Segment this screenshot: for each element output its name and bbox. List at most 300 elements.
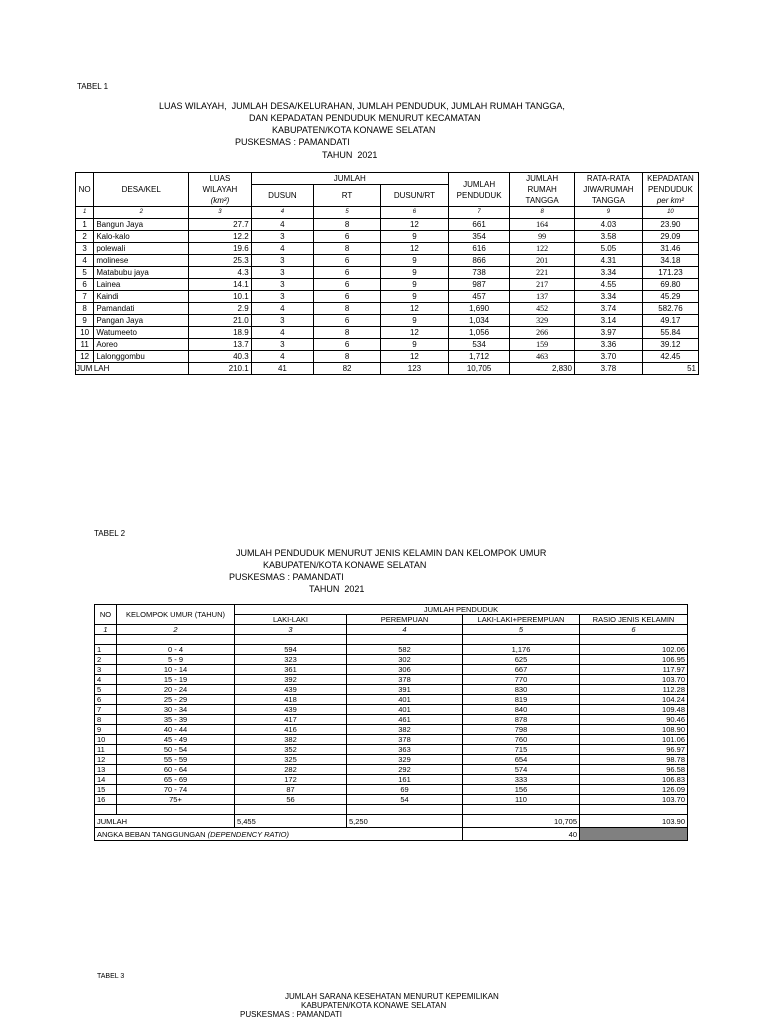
t1-total-rt: 82 [314, 363, 381, 375]
t1-header-dusun: DUSUN [251, 185, 314, 207]
t2-cell-lp: 333 [463, 775, 580, 785]
t1-row [76, 255, 699, 267]
t1-cell-no: 3 [76, 243, 94, 255]
t1-cell-luas: 13.7 [189, 339, 252, 351]
table2 [94, 604, 688, 841]
t1-column-number: 6 [380, 207, 448, 219]
t1-row [76, 327, 699, 339]
t2-header-no: NO [95, 605, 117, 625]
t1-column-number: 5 [314, 207, 381, 219]
t1-header-rumah-line2: RUMAH [527, 185, 557, 194]
t2-cell-umur: 20 - 24 [117, 685, 235, 695]
t2-cell-umur: 65 - 69 [117, 775, 235, 785]
t2-cell-p: 401 [347, 705, 463, 715]
t2-cell-r: 98.78 [580, 755, 688, 765]
t2-cell-p: 292 [347, 765, 463, 775]
t2-row [95, 765, 688, 775]
t1-cell-desa: Pangan Jaya [94, 315, 189, 327]
t1-row [76, 219, 699, 231]
t2-cell-l: 325 [235, 755, 347, 765]
t1-cell-kep: 23.90 [642, 219, 698, 231]
t2-cell-p: 382 [347, 725, 463, 735]
t2-cell-p: 378 [347, 675, 463, 685]
t1-cell-dusun: 4 [251, 219, 314, 231]
t2-cell-no: 5 [95, 685, 117, 695]
t2-cell-p: 306 [347, 665, 463, 675]
table3-title-line-3: PUSKESMAS : PAMANDATI [240, 1010, 342, 1019]
t1-cell-no: 4 [76, 255, 94, 267]
t2-row [95, 775, 688, 785]
t2-cell-no: 1 [95, 645, 117, 655]
t2-total-label: JUMLAH [95, 815, 235, 828]
t2-cell-l: 87 [235, 785, 347, 795]
t1-column-number: 10 [642, 207, 698, 219]
t1-column-number: 9 [574, 207, 642, 219]
t1-cell-pend: 1,690 [448, 303, 509, 315]
t1-cell-rata: 3.74 [574, 303, 642, 315]
table3-label: TABEL 3 [97, 973, 125, 980]
t1-cell-rata: 3.97 [574, 327, 642, 339]
t1-cell-drt: 9 [380, 255, 448, 267]
t2-cell-r: 96.97 [580, 745, 688, 755]
t1-total-label-a: JUM [76, 364, 93, 373]
t2-column-number: 2 [117, 625, 235, 635]
t2-header-lp: LAKI-LAKI+PEREMPUAN [463, 615, 580, 625]
t1-cell-dusun: 3 [251, 231, 314, 243]
t1-cell-rata: 3.14 [574, 315, 642, 327]
t1-header-rata-line3: TANGGA [591, 196, 625, 205]
t1-cell-no: 6 [76, 279, 94, 291]
t2-dependency-label [95, 828, 463, 841]
t1-cell-dusun: 4 [251, 351, 314, 363]
t2-cell-r: 103.70 [580, 675, 688, 685]
t1-cell-kep: 31.46 [642, 243, 698, 255]
t2-cell-no: 11 [95, 745, 117, 755]
t1-cell-kep: 42.45 [642, 351, 698, 363]
t2-cell-umur: 25 - 29 [117, 695, 235, 705]
t1-cell-drt: 12 [380, 303, 448, 315]
t1-total-row [76, 363, 699, 375]
t1-cell-dusun: 4 [251, 327, 314, 339]
t2-cell-lp: 625 [463, 655, 580, 665]
table1-label: TABEL 1 [77, 82, 109, 91]
t2-row [95, 785, 688, 795]
t1-cell-kep: 39.12 [642, 339, 698, 351]
t1-cell-dusun: 4 [251, 243, 314, 255]
table1-title-line-5: TAHUN 2021 [322, 150, 378, 160]
t1-cell-rt: 8 [314, 327, 381, 339]
t1-cell-pend: 866 [448, 255, 509, 267]
t1-cell-pend: 1,034 [448, 315, 509, 327]
t2-cell-lp: 840 [463, 705, 580, 715]
t1-cell-no: 10 [76, 327, 94, 339]
t1-column-number: 7 [448, 207, 509, 219]
t1-cell-kep: 45.29 [642, 291, 698, 303]
t2-cell-lp: 878 [463, 715, 580, 725]
t1-header-kep-line2: PENDUDUK [647, 185, 693, 194]
t2-column-number: 6 [580, 625, 688, 635]
t2-cell-p: 54 [347, 795, 463, 805]
t2-cell-l: 416 [235, 725, 347, 735]
t1-header-rumah-line1: JUMLAH [526, 174, 559, 183]
t2-cell-r: 106.83 [580, 775, 688, 785]
t1-cell-drt: 12 [380, 351, 448, 363]
t2-row [95, 745, 688, 755]
t1-cell-pend: 1,712 [448, 351, 509, 363]
t2-cell-p: 302 [347, 655, 463, 665]
t2-total-row [95, 815, 688, 828]
t2-cell-p: 363 [347, 745, 463, 755]
t2-row [95, 795, 688, 805]
t1-cell-luas: 4.3 [189, 267, 252, 279]
t1-cell-rt: 6 [314, 315, 381, 327]
t1-cell-rumah: 221 [510, 267, 575, 279]
t2-row [95, 695, 688, 705]
t1-cell-drt: 9 [380, 267, 448, 279]
t1-header-luas [189, 173, 252, 207]
t1-cell-rumah: 463 [510, 351, 575, 363]
t1-column-number: 4 [251, 207, 314, 219]
t1-column-number: 8 [510, 207, 575, 219]
t1-header-luas-line1: LUAS [209, 174, 231, 183]
t2-header-kelompok: KELOMPOK UMUR (TAHUN) [117, 605, 235, 625]
t2-cell-lp: 1,176 [463, 645, 580, 655]
t1-total-dusun: 41 [251, 363, 314, 375]
t2-row [95, 685, 688, 695]
t2-cell-umur: 40 - 44 [117, 725, 235, 735]
t2-cell-l: 439 [235, 705, 347, 715]
t2-cell-lp: 770 [463, 675, 580, 685]
t2-column-number: 3 [235, 625, 347, 635]
t1-cell-rumah: 122 [510, 243, 575, 255]
t1-row [76, 351, 699, 363]
t1-header-rata-line2: JIWA/RUMAH [583, 185, 634, 194]
t1-cell-no: 7 [76, 291, 94, 303]
t1-cell-rt: 6 [314, 255, 381, 267]
t1-cell-luas: 14.1 [189, 279, 252, 291]
t1-cell-rt: 8 [314, 219, 381, 231]
t1-cell-kep: 69.80 [642, 279, 698, 291]
t2-spacer-row [95, 635, 688, 645]
t2-cell-l: 392 [235, 675, 347, 685]
t1-column-number: 1 [76, 207, 94, 219]
t1-row [76, 243, 699, 255]
t1-cell-dusun: 3 [251, 279, 314, 291]
t1-cell-pend: 987 [448, 279, 509, 291]
t2-cell-umur: 60 - 64 [117, 765, 235, 775]
t2-cell-umur: 50 - 54 [117, 745, 235, 755]
t2-cell-l: 282 [235, 765, 347, 775]
table2-title-line-1: JUMLAH PENDUDUK MENURUT JENIS KELAMIN DAN KELOMPOK UMUR [236, 548, 547, 558]
t2-row [95, 675, 688, 685]
t2-cell-r: 126.09 [580, 785, 688, 795]
t1-cell-luas: 25.3 [189, 255, 252, 267]
t1-cell-desa: Lainea [94, 279, 189, 291]
t1-column-numbers-row [76, 207, 699, 219]
t1-header-penduduk-line1: JUMLAH [463, 179, 496, 189]
t2-cell-no: 12 [95, 755, 117, 765]
t1-cell-desa: Aoreo [94, 339, 189, 351]
t2-header-perempuan: PEREMPUAN [347, 615, 463, 625]
t1-cell-desa: molinese [94, 255, 189, 267]
t1-cell-rt: 6 [314, 231, 381, 243]
t2-cell-no: 3 [95, 665, 117, 675]
t1-cell-dusun: 3 [251, 339, 314, 351]
t1-cell-pend: 661 [448, 219, 509, 231]
t1-cell-dusun: 3 [251, 255, 314, 267]
t2-cell-r: 102.06 [580, 645, 688, 655]
t1-header-dusun-rt: DUSUN/RT [380, 185, 448, 207]
t2-cell-r: 117.97 [580, 665, 688, 675]
t1-cell-luas: 19.6 [189, 243, 252, 255]
t2-row [95, 665, 688, 675]
t2-row [95, 655, 688, 665]
t1-header-kepadatan [642, 173, 698, 207]
t1-header-kep-line1: KEPADATAN [647, 174, 694, 183]
t2-cell-lp: 830 [463, 685, 580, 695]
t1-cell-desa: Bangun Jaya [94, 219, 189, 231]
t2-header-jumlah: JUMLAH PENDUDUK [235, 605, 688, 615]
t1-cell-rt: 6 [314, 279, 381, 291]
t1-cell-rt: 6 [314, 291, 381, 303]
t2-cell-lp: 574 [463, 765, 580, 775]
t2-cell-p: 401 [347, 695, 463, 705]
t1-cell-rata: 4.31 [574, 255, 642, 267]
t1-header-luas-line2: WILAYAH [202, 185, 238, 194]
t1-cell-rt: 6 [314, 267, 381, 279]
t1-cell-rumah: 137 [510, 291, 575, 303]
t1-cell-drt: 9 [380, 279, 448, 291]
t2-cell-l: 352 [235, 745, 347, 755]
t2-cell-r: 108.90 [580, 725, 688, 735]
t1-cell-no: 8 [76, 303, 94, 315]
t2-cell-umur: 55 - 59 [117, 755, 235, 765]
t2-cell-l: 323 [235, 655, 347, 665]
t1-cell-pend: 354 [448, 231, 509, 243]
t1-cell-rata: 3.34 [574, 291, 642, 303]
table2-title-line-3: PUSKESMAS : PAMANDATI [229, 572, 344, 582]
t2-row [95, 755, 688, 765]
t1-cell-kep: 582.76 [642, 303, 698, 315]
t1-cell-no: 9 [76, 315, 94, 327]
t1-cell-pend: 534 [448, 339, 509, 351]
t2-row [95, 725, 688, 735]
t2-header-rasio: RASIO JENIS KELAMIN [580, 615, 688, 625]
t1-cell-rt: 8 [314, 243, 381, 255]
t1-cell-rumah: 217 [510, 279, 575, 291]
table1-title-line-4: PUSKESMAS : PAMANDATI [235, 137, 350, 147]
t2-cell-no: 6 [95, 695, 117, 705]
t2-cell-umur: 30 - 34 [117, 705, 235, 715]
t2-row [95, 715, 688, 725]
t2-cell-umur: 35 - 39 [117, 715, 235, 725]
t2-column-number: 4 [347, 625, 463, 635]
t2-row [95, 735, 688, 745]
t2-cell-p: 461 [347, 715, 463, 725]
t2-total-laki: 5,455 [235, 815, 347, 828]
t1-cell-rt: 8 [314, 351, 381, 363]
t2-cell-lp: 110 [463, 795, 580, 805]
t1-cell-rata: 3.34 [574, 267, 642, 279]
t1-cell-rumah: 159 [510, 339, 575, 351]
t2-cell-lp: 819 [463, 695, 580, 705]
t2-cell-l: 418 [235, 695, 347, 705]
table1 [75, 172, 699, 375]
t1-cell-kep: 34.18 [642, 255, 698, 267]
t1-cell-dusun: 3 [251, 315, 314, 327]
t1-header-no: NO [76, 173, 94, 207]
t2-cell-l: 172 [235, 775, 347, 785]
t2-dependency-label-text: ANGKA BEBAN TANGGUNGAN [97, 829, 208, 839]
t1-header-penduduk [448, 173, 509, 207]
t2-cell-p: 582 [347, 645, 463, 655]
table1-title-line-2: DAN KEPADATAN PENDUDUK MENURUT KECAMATAN [249, 113, 481, 123]
t1-cell-luas: 18.9 [189, 327, 252, 339]
t1-cell-desa: polewali [94, 243, 189, 255]
t1-cell-rata: 4.03 [574, 219, 642, 231]
t2-cell-lp: 715 [463, 745, 580, 755]
t1-cell-desa: Matabubu jaya [94, 267, 189, 279]
t1-cell-dusun: 3 [251, 291, 314, 303]
t1-header-rumah [510, 173, 575, 207]
t1-header-rumah-line3: TANGGA [525, 196, 559, 205]
t1-header-luas-line3: (km²) [210, 196, 230, 205]
t1-cell-drt: 9 [380, 339, 448, 351]
t1-cell-luas: 27.7 [189, 219, 252, 231]
t1-cell-rata: 4.55 [574, 279, 642, 291]
t2-body [95, 645, 688, 805]
t2-cell-no: 7 [95, 705, 117, 715]
t1-cell-no: 11 [76, 339, 94, 351]
t1-total-rumah: 2,830 [510, 363, 575, 375]
t2-cell-umur: 70 - 74 [117, 785, 235, 795]
t1-cell-drt: 12 [380, 219, 448, 231]
t2-cell-p: 391 [347, 685, 463, 695]
table2-label: TABEL 2 [94, 529, 126, 538]
t2-cell-r: 96.58 [580, 765, 688, 775]
t1-cell-kep: 29.09 [642, 231, 698, 243]
t1-cell-pend: 616 [448, 243, 509, 255]
t1-cell-desa: Lalonggombu [94, 351, 189, 363]
t2-cell-lp: 667 [463, 665, 580, 675]
t1-header-kep-line3: per km² [656, 196, 684, 205]
t2-cell-lp: 798 [463, 725, 580, 735]
t2-cell-r: 112.28 [580, 685, 688, 695]
t2-dependency-label-italic: (DEPENDENCY RATIO) [207, 829, 289, 839]
t1-cell-pend: 738 [448, 267, 509, 279]
t2-dependency-value: 40 [463, 828, 580, 841]
t1-row [76, 303, 699, 315]
t2-dependency-shaded-cell [580, 828, 688, 841]
t1-total-kepadatan: 51 [642, 363, 698, 375]
t1-row [76, 267, 699, 279]
t2-cell-umur: 75+ [117, 795, 235, 805]
t2-total-rasio: 103.90 [580, 815, 688, 828]
t1-cell-drt: 9 [380, 291, 448, 303]
table1-title-line-1: LUAS WILAYAH, JUMLAH DESA/KELURAHAN, JUMLAH PENDUDUK, JUMLAH RUMAH TANGGA, [159, 101, 565, 111]
t2-cell-no: 9 [95, 725, 117, 735]
t2-cell-r: 104.24 [580, 695, 688, 705]
t1-cell-no: 1 [76, 219, 94, 231]
table1-title-line-3: KABUPATEN/KOTA KONAWE SELATAN [272, 125, 436, 135]
t1-cell-drt: 9 [380, 315, 448, 327]
t1-header-jumlah: JUMLAH [251, 173, 448, 185]
t1-total-penduduk: 10,705 [448, 363, 509, 375]
t1-row [76, 231, 699, 243]
t1-cell-rumah: 201 [510, 255, 575, 267]
t2-cell-no: 4 [95, 675, 117, 685]
t2-cell-l: 439 [235, 685, 347, 695]
t1-cell-rt: 6 [314, 339, 381, 351]
t2-total-lp: 10,705 [463, 815, 580, 828]
t2-cell-umur: 10 - 14 [117, 665, 235, 675]
t1-row [76, 315, 699, 327]
t1-row [76, 291, 699, 303]
t1-total-drt: 123 [380, 363, 448, 375]
t1-cell-desa: Watumeeto [94, 327, 189, 339]
t1-cell-kep: 171.23 [642, 267, 698, 279]
t1-header-rt: RT [314, 185, 381, 207]
t2-cell-p: 161 [347, 775, 463, 785]
t1-cell-drt: 12 [380, 327, 448, 339]
t1-cell-no: 5 [76, 267, 94, 279]
t2-column-number: 1 [95, 625, 117, 635]
t2-cell-no: 14 [95, 775, 117, 785]
t2-cell-l: 56 [235, 795, 347, 805]
t1-cell-no: 12 [76, 351, 94, 363]
t2-total-perempuan: 5,250 [347, 815, 463, 828]
t2-cell-l: 417 [235, 715, 347, 725]
table3-title-line-1: JUMLAH SARANA KESEHATAN MENURUT KEPEMILIKAN [285, 992, 499, 1001]
t1-cell-luas: 40.3 [189, 351, 252, 363]
t2-cell-no: 13 [95, 765, 117, 775]
t1-cell-no: 2 [76, 231, 94, 243]
t1-cell-desa: Pamandati [94, 303, 189, 315]
t1-cell-drt: 12 [380, 243, 448, 255]
t1-cell-rata: 3.58 [574, 231, 642, 243]
t2-row [95, 645, 688, 655]
t1-cell-luas: 2.9 [189, 303, 252, 315]
t2-cell-umur: 5 - 9 [117, 655, 235, 665]
t2-cell-no: 16 [95, 795, 117, 805]
t2-cell-r: 109.48 [580, 705, 688, 715]
t1-column-number: 2 [94, 207, 189, 219]
t1-row [76, 279, 699, 291]
t2-dependency-row [95, 828, 688, 841]
t1-header-desa: DESA/KEL [94, 173, 189, 207]
t2-cell-l: 594 [235, 645, 347, 655]
t1-cell-rata: 3.36 [574, 339, 642, 351]
t1-cell-rata: 5.05 [574, 243, 642, 255]
t2-cell-no: 15 [95, 785, 117, 795]
t2-row [95, 705, 688, 715]
t1-cell-luas: 12.2 [189, 231, 252, 243]
t1-cell-rumah: 164 [510, 219, 575, 231]
t2-cell-no: 2 [95, 655, 117, 665]
t2-cell-p: 378 [347, 735, 463, 745]
t1-cell-rata: 3.70 [574, 351, 642, 363]
t2-column-numbers-row [95, 625, 688, 635]
t1-cell-pend: 1,056 [448, 327, 509, 339]
t1-cell-luas: 10.1 [189, 291, 252, 303]
t2-cell-l: 382 [235, 735, 347, 745]
t1-cell-desa: Kalo-kalo [94, 231, 189, 243]
t2-column-number: 5 [463, 625, 580, 635]
t1-cell-kep: 49.17 [642, 315, 698, 327]
table2-title-line-2: KABUPATEN/KOTA KONAWE SELATAN [263, 560, 427, 570]
t2-cell-umur: 15 - 19 [117, 675, 235, 685]
t2-cell-r: 90.46 [580, 715, 688, 725]
